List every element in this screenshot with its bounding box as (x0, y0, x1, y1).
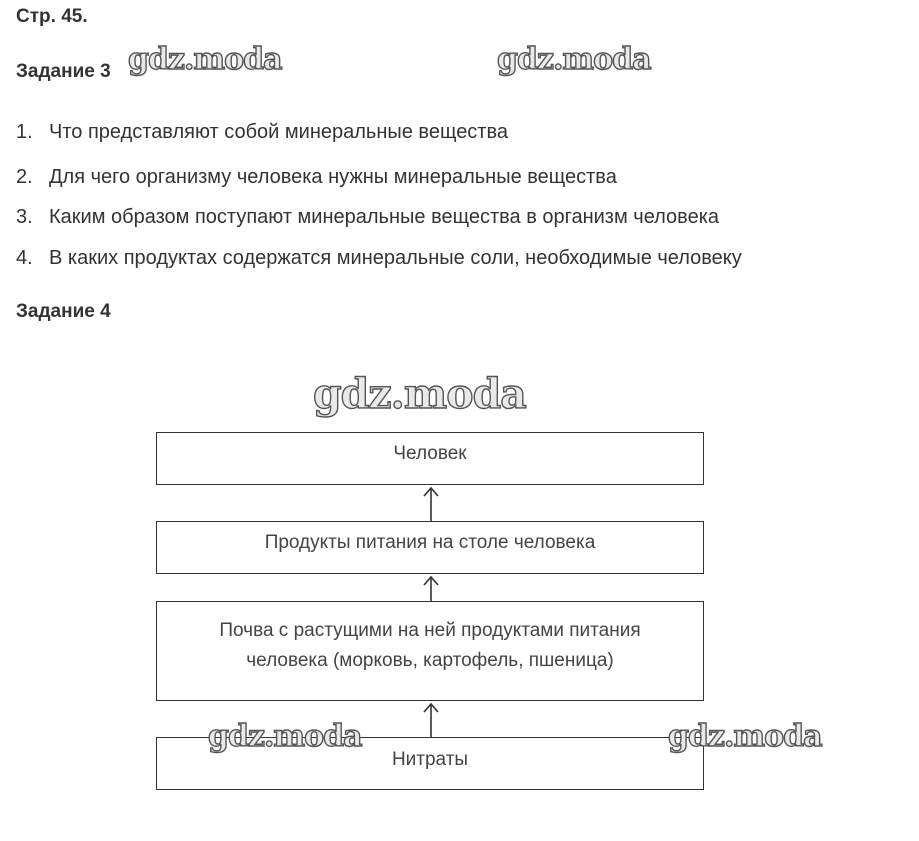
arrow-up-icon (422, 485, 440, 522)
question-item (16, 206, 719, 229)
question-number: 2. (16, 166, 33, 188)
watermark-logo: gdz.moda (313, 370, 526, 418)
diagram-box-text: Продукты питания на столе человека (264, 532, 596, 553)
diagram-box-text-line: Почва с растущими на ней продуктами питания (219, 620, 641, 641)
question-text: В каких продуктах содержатся минеральные соли, необходимые человеку (49, 247, 742, 269)
diagram-box-text: Человек (393, 443, 467, 464)
watermark-logo: gdz.moda (208, 719, 362, 754)
diagram-box-human (156, 432, 704, 485)
task3-heading: Задание 3 (16, 61, 111, 82)
question-number: 3. (16, 206, 33, 228)
question-text: Что представляют собой минеральные вещества (49, 121, 508, 143)
question-item (16, 166, 617, 189)
question-text: Каким образом поступают минеральные вещества в организм человека (49, 206, 720, 228)
watermark-logo: gdz.moda (128, 42, 282, 77)
arrow-up-icon (422, 701, 440, 738)
diagram-box-text: Нитраты (391, 749, 469, 770)
watermark-logo: gdz.moda (497, 42, 651, 77)
question-text: Для чего организму человека нужны минеральные вещества (49, 166, 617, 188)
diagram-box-text-line: человека (морковь, картофель, пшеница) (246, 650, 614, 671)
question-number: 4. (16, 247, 33, 269)
watermark-logo: gdz.moda (668, 719, 822, 754)
question-item (16, 121, 508, 144)
task4-heading: Задание 4 (16, 301, 111, 322)
diagram-box-soil (156, 601, 704, 701)
question-item (16, 247, 742, 270)
diagram-box-food-on-table (156, 521, 704, 574)
page-title: Стр. 45. (16, 6, 88, 27)
arrow-up-icon (422, 574, 440, 602)
question-number: 1. (16, 121, 33, 143)
